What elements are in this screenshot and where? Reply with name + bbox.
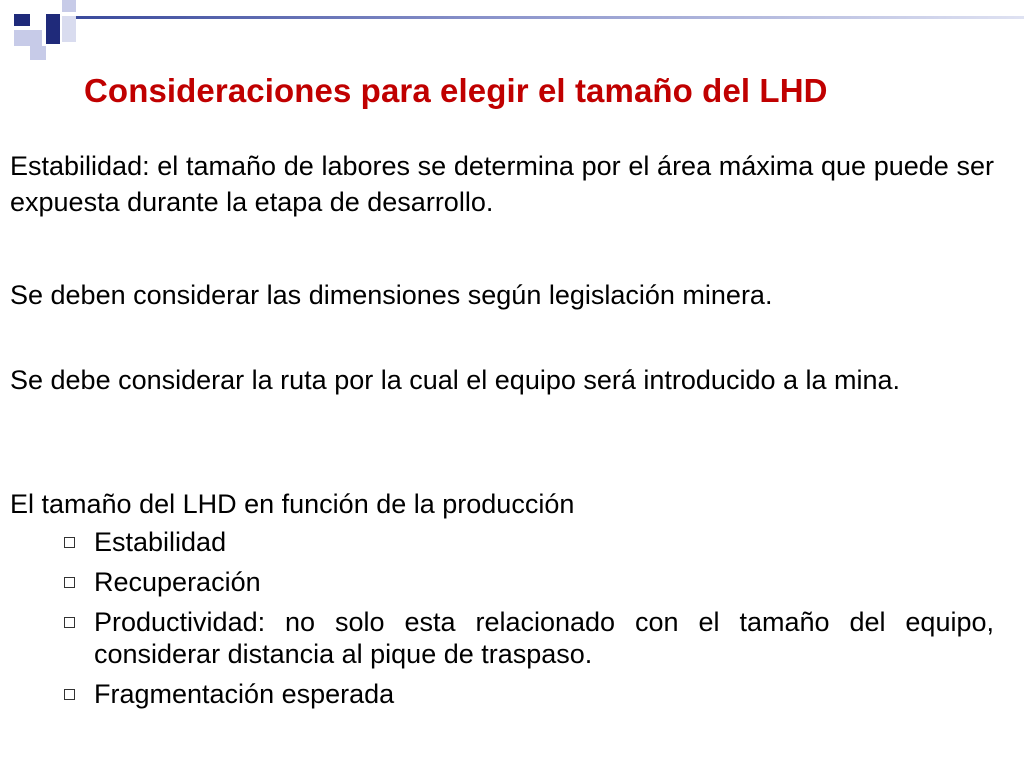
decorative-square (30, 46, 46, 60)
list-item (62, 606, 994, 670)
slide-title: Consideraciones para elegir el tamaño del LHD (84, 72, 828, 109)
paragraph-ruta: Se debe considerar la ruta por la cual el equipo será introducido a la mina. (10, 365, 901, 395)
list-item-text: Productividad: no solo esta relacionado con el tamaño del equipo, considerar distancia al pique de traspaso. (94, 607, 994, 669)
decorative-square (14, 14, 30, 26)
hollow-square-bullet-icon (64, 577, 75, 588)
decorative-square (46, 14, 60, 44)
paragraph-estabilidad: Estabilidad: el tamaño de labores se determina por el área máxima que puede ser expuesta durante la etapa de desarrollo. (10, 151, 994, 217)
hollow-square-bullet-icon (64, 689, 75, 700)
list-item (62, 678, 994, 710)
paragraph-tamano-produccion: El tamaño del LHD en función de la producción (10, 489, 575, 519)
hollow-square-bullet-icon (64, 617, 75, 628)
sub-bullet-list (62, 526, 994, 710)
hollow-square-bullet-icon (64, 537, 75, 548)
list-item (62, 566, 994, 598)
header-rule (76, 16, 1024, 19)
decorative-square (62, 0, 76, 12)
decorative-square (62, 16, 76, 42)
list-item-text: Recuperación (94, 567, 261, 597)
list-item-text: Estabilidad (94, 527, 227, 557)
list-item (62, 526, 994, 558)
list-item-text: Fragmentación esperada (94, 679, 395, 709)
decorative-square (14, 30, 42, 46)
paragraph-dimensiones: Se deben considerar las dimensiones según legislación minera. (10, 280, 773, 310)
